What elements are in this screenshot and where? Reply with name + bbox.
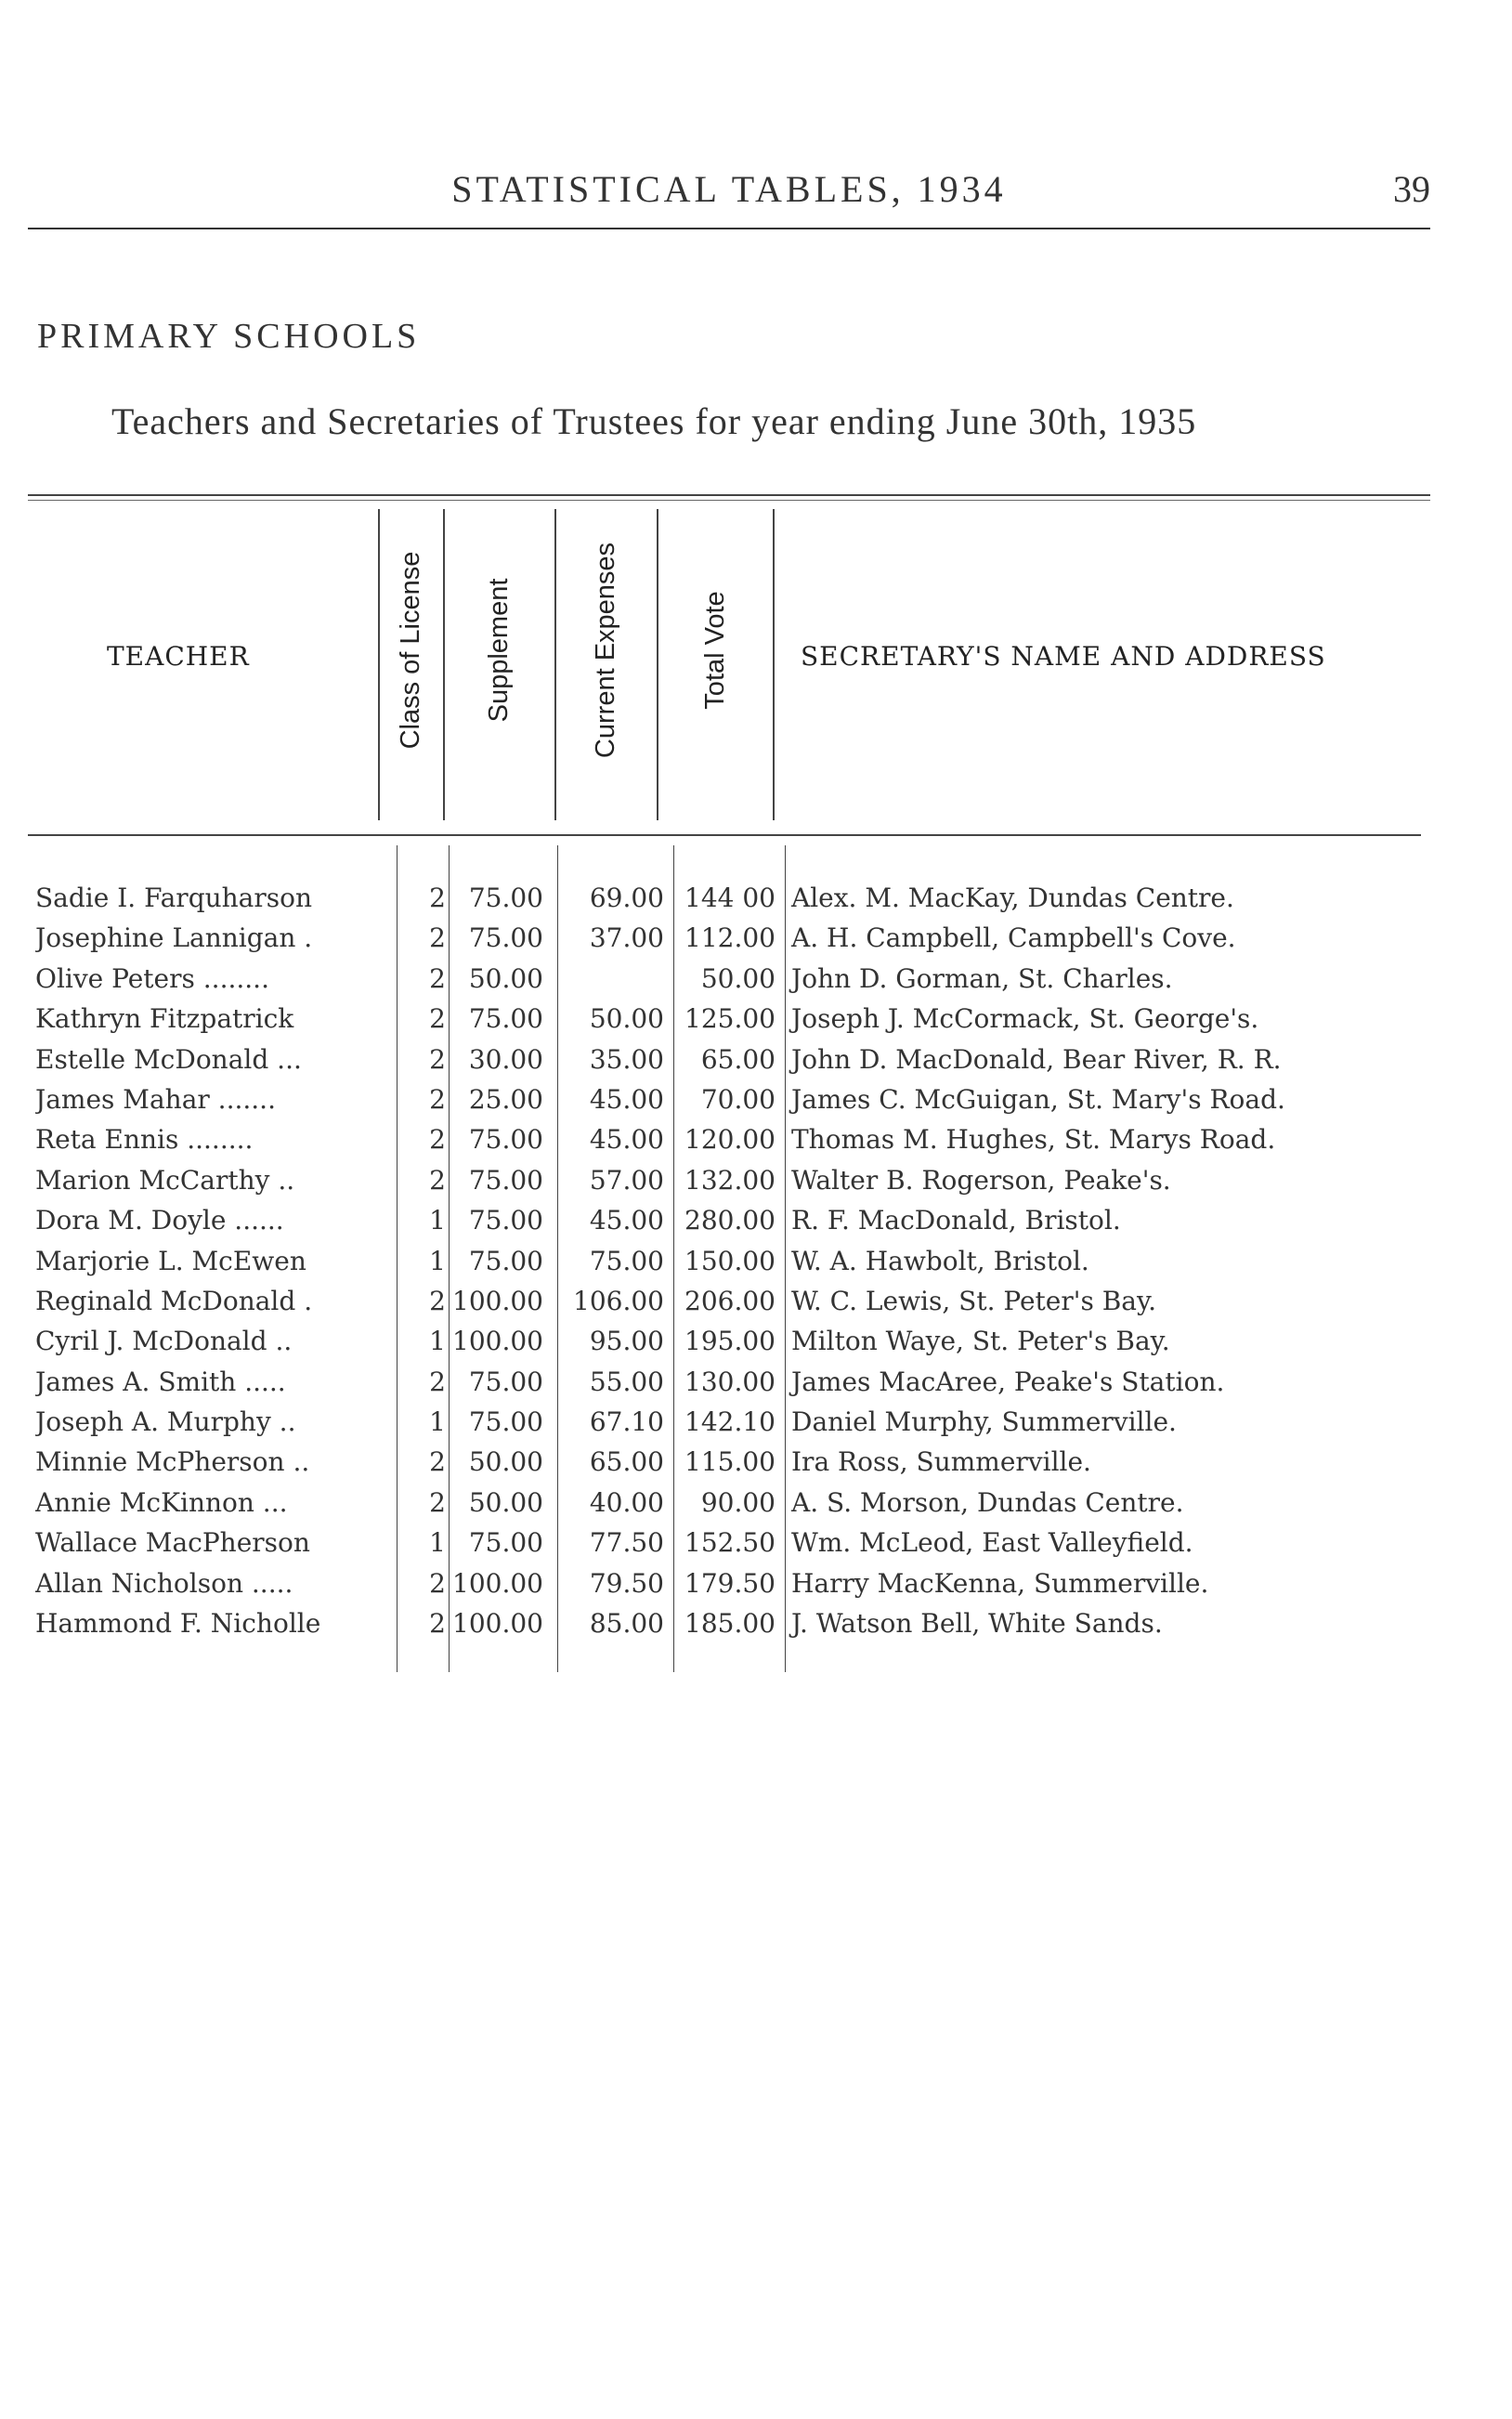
table-row [0, 1119, 1512, 1159]
class-cell: 2 [429, 1446, 446, 1478]
current-expenses-cell: 79.50 [589, 1567, 664, 1599]
total-vote-cell: 115.00 [684, 1446, 776, 1478]
table-row [0, 1362, 1512, 1402]
secretary-cell: John D. MacDonald, Bear River, R. R. [791, 1043, 1282, 1075]
total-vote-cell: 130.00 [684, 1366, 776, 1397]
teacher-cell: Joseph A. Murphy .. [35, 1406, 296, 1438]
current-expenses-cell: 45.00 [589, 1124, 664, 1156]
secretary-cell: W. A. Hawbolt, Bristol. [791, 1245, 1089, 1276]
teacher-cell: Josephine Lannigan . [35, 922, 313, 954]
secretary-cell: A. S. Morson, Dundas Centre. [791, 1486, 1184, 1518]
class-cell: 1 [429, 1326, 446, 1357]
current-expenses-cell: 40.00 [589, 1486, 664, 1518]
table-row [0, 1402, 1512, 1442]
secretary-cell: Wm. McLeod, East Valleyfield. [791, 1527, 1193, 1559]
table-body [0, 878, 1512, 1643]
teacher-cell: James Mahar ....... [35, 1083, 276, 1115]
table-row [0, 1603, 1512, 1643]
supplement-cell: 75.00 [468, 922, 543, 954]
teacher-cell: Minnie McPherson .. [35, 1446, 310, 1478]
current-expenses-cell: 95.00 [589, 1326, 664, 1357]
supplement-cell: 100.00 [452, 1326, 543, 1357]
current-expenses-cell: 85.00 [589, 1608, 664, 1640]
class-cell: 1 [429, 1205, 446, 1236]
table-row [0, 1040, 1512, 1079]
total-vote-cell: 142.10 [684, 1406, 776, 1438]
class-cell: 2 [429, 1083, 446, 1115]
table-row [0, 918, 1512, 958]
teacher-cell: Wallace MacPherson [35, 1527, 310, 1559]
total-vote-cell: 50.00 [700, 962, 776, 994]
supplement-cell: 100.00 [452, 1285, 543, 1316]
supplement-cell: 75.00 [468, 1164, 543, 1196]
current-expenses-cell: 45.00 [589, 1083, 664, 1115]
total-vote-cell: 280.00 [684, 1205, 776, 1236]
teacher-cell: Marion McCarthy .. [35, 1164, 295, 1196]
class-cell: 2 [429, 1124, 446, 1156]
secretary-cell: Thomas M. Hughes, St. Marys Road. [791, 1124, 1276, 1156]
table-subtitle: Teachers and Secretaries of Trustees for year ending June 30th, 1935 [111, 400, 1197, 442]
total-vote-cell: 65.00 [700, 1043, 776, 1075]
secretary-cell: A. H. Campbell, Campbell's Cove. [791, 922, 1236, 954]
class-cell: 1 [429, 1406, 446, 1438]
class-cell: 2 [429, 962, 446, 994]
running-head [28, 167, 1430, 214]
supplement-cell: 50.00 [468, 1486, 543, 1518]
secretary-cell: Milton Waye, St. Peter's Bay. [791, 1326, 1170, 1357]
running-title: STATISTICAL TABLES, 1934 [451, 168, 1007, 210]
secretary-cell: James MacAree, Peake's Station. [791, 1366, 1225, 1397]
current-expenses-cell: 37.00 [589, 922, 664, 954]
supplement-cell: 75.00 [468, 1245, 543, 1276]
teacher-cell: Hammond F. Nicholle [35, 1608, 321, 1640]
column-header-teacher: TEACHER [107, 641, 250, 672]
secretary-cell: Ira Ross, Summerville. [791, 1446, 1091, 1478]
total-vote-cell: 90.00 [700, 1486, 776, 1518]
class-cell: 1 [429, 1527, 446, 1559]
secretary-cell: Harry MacKenna, Summerville. [791, 1567, 1209, 1599]
secretary-cell: R. F. MacDonald, Bristol. [791, 1205, 1121, 1236]
total-vote-cell: 70.00 [700, 1083, 776, 1115]
column-header-secretary: SECRETARY'S NAME AND ADDRESS [801, 641, 1326, 672]
supplement-cell: 30.00 [468, 1043, 543, 1075]
teacher-cell: Olive Peters ........ [35, 962, 269, 994]
table-row [0, 1200, 1512, 1240]
table-row [0, 1483, 1512, 1523]
class-cell: 2 [429, 1003, 446, 1035]
total-vote-cell: 150.00 [684, 1245, 776, 1276]
supplement-cell: 75.00 [468, 883, 543, 913]
supplement-cell: 75.00 [468, 1124, 543, 1156]
teacher-cell: Kathryn Fitzpatrick [35, 1003, 294, 1035]
current-expenses-cell: 75.00 [589, 1245, 664, 1276]
class-cell: 2 [429, 1608, 446, 1640]
class-cell: 2 [429, 883, 446, 913]
table-row [0, 878, 1512, 918]
table-row [0, 1241, 1512, 1281]
table-row [0, 1442, 1512, 1482]
supplement-cell: 50.00 [468, 962, 543, 994]
secretary-cell: Alex. M. MacKay, Dundas Centre. [791, 883, 1234, 913]
supplement-cell: 50.00 [468, 1446, 543, 1478]
class-cell: 2 [429, 1486, 446, 1518]
table-row [0, 1281, 1512, 1321]
teacher-cell: Reta Ennis ........ [35, 1124, 254, 1156]
secretary-cell: Daniel Murphy, Summerville. [791, 1406, 1177, 1438]
teacher-cell: Estelle McDonald ... [35, 1043, 302, 1075]
supplement-cell: 100.00 [452, 1567, 543, 1599]
table-row [0, 1079, 1512, 1119]
table-row [0, 959, 1512, 999]
supplement-cell: 75.00 [468, 1366, 543, 1397]
column-divider [554, 509, 556, 820]
teacher-cell: Dora M. Doyle ...... [35, 1205, 284, 1236]
class-cell: 2 [429, 1366, 446, 1397]
column-divider [378, 509, 380, 820]
column-header-total-vote: Total Vote [700, 591, 730, 710]
class-cell: 2 [429, 922, 446, 954]
current-expenses-cell: 57.00 [589, 1164, 664, 1196]
total-vote-cell: 179.50 [684, 1567, 776, 1599]
total-vote-cell: 206.00 [684, 1285, 776, 1316]
total-vote-cell: 152.50 [684, 1527, 776, 1559]
secretary-cell: W. C. Lewis, St. Peter's Bay. [791, 1285, 1156, 1316]
secretary-cell: J. Watson Bell, White Sands. [791, 1608, 1163, 1640]
teacher-cell: James A. Smith ..... [35, 1366, 286, 1397]
current-expenses-cell: 106.00 [573, 1285, 664, 1316]
total-vote-cell: 125.00 [684, 1003, 776, 1035]
section-title: PRIMARY SCHOOLS [37, 317, 421, 356]
current-expenses-cell: 69.00 [589, 883, 664, 913]
supplement-cell: 75.00 [468, 1205, 543, 1236]
column-header-current-expenses: Current Expenses [591, 542, 620, 759]
secretary-cell: John D. Gorman, St. Charles. [791, 962, 1173, 994]
secretary-cell: Walter B. Rogerson, Peake's. [791, 1164, 1171, 1196]
supplement-cell: 75.00 [468, 1003, 543, 1035]
secretary-cell: James C. McGuigan, St. Mary's Road. [791, 1083, 1285, 1115]
teacher-cell: Sadie I. Farquharson [35, 883, 313, 913]
total-vote-cell: 112.00 [684, 922, 776, 954]
page-number: 39 [1393, 168, 1430, 210]
supplement-cell: 75.00 [468, 1527, 543, 1559]
supplement-cell: 100.00 [452, 1608, 543, 1640]
total-vote-cell: 132.00 [684, 1164, 776, 1196]
column-divider [657, 509, 658, 820]
supplement-cell: 25.00 [468, 1083, 543, 1115]
column-divider [773, 509, 775, 820]
column-header-supplement: Supplement [484, 578, 514, 723]
table-row [0, 1563, 1512, 1603]
table-row [0, 1321, 1512, 1361]
class-cell: 2 [429, 1567, 446, 1599]
teacher-cell: Cyril J. McDonald .. [35, 1326, 293, 1357]
table-row [0, 999, 1512, 1039]
current-expenses-cell: 45.00 [589, 1205, 664, 1236]
total-vote-cell: 195.00 [684, 1326, 776, 1357]
column-divider [443, 509, 445, 820]
current-expenses-cell: 67.10 [589, 1406, 664, 1438]
teacher-cell: Allan Nicholson ..... [35, 1567, 293, 1599]
header-rule [28, 228, 1430, 229]
teacher-cell: Marjorie L. McEwen [35, 1245, 306, 1276]
column-header-class-of-license: Class of License [396, 551, 425, 750]
current-expenses-cell: 77.50 [589, 1527, 664, 1559]
supplement-cell: 75.00 [468, 1406, 543, 1438]
current-expenses-cell: 35.00 [589, 1043, 664, 1075]
total-vote-cell: 144 00 [684, 883, 776, 913]
class-cell: 2 [429, 1285, 446, 1316]
current-expenses-cell: 65.00 [589, 1446, 664, 1478]
class-cell: 2 [429, 1043, 446, 1075]
table-row [0, 1523, 1512, 1563]
teacher-cell: Reginald McDonald . [35, 1285, 313, 1316]
total-vote-cell: 185.00 [684, 1608, 776, 1640]
header-bottom-rule [28, 834, 1421, 836]
current-expenses-cell: 50.00 [589, 1003, 664, 1035]
total-vote-cell: 120.00 [684, 1124, 776, 1156]
teacher-cell: Annie McKinnon ... [35, 1486, 288, 1518]
class-cell: 2 [429, 1164, 446, 1196]
secretary-cell: Joseph J. McCormack, St. George's. [791, 1003, 1259, 1035]
current-expenses-cell: 55.00 [589, 1366, 664, 1397]
table-row [0, 1160, 1512, 1200]
class-cell: 1 [429, 1245, 446, 1276]
